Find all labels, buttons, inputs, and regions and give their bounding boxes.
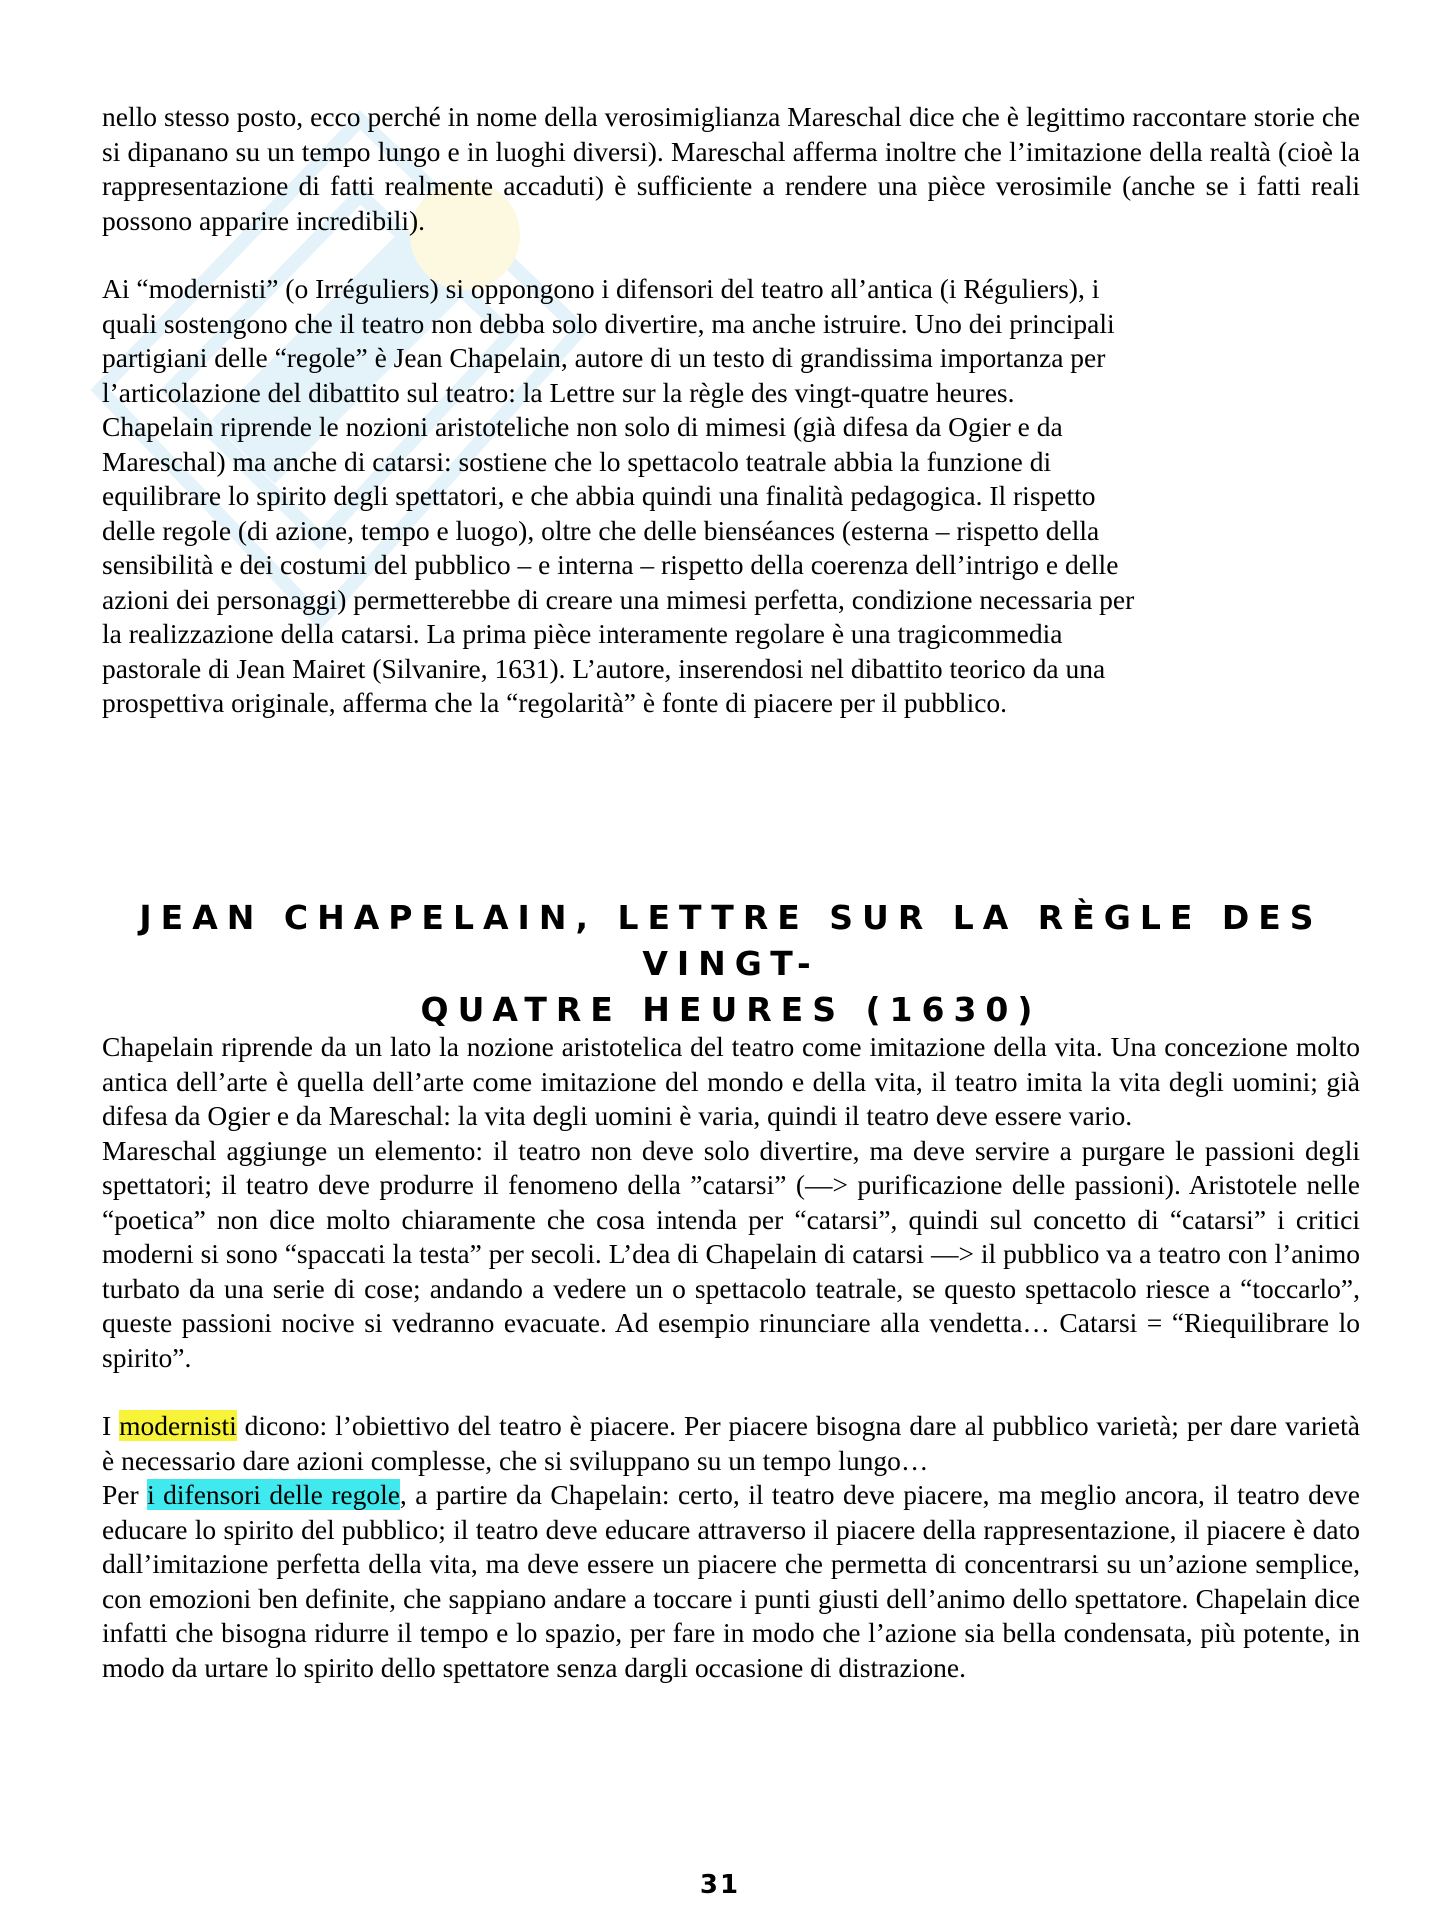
text-line: prospettiva originale, afferma che la “regolarità” è fonte di piacere per il pubblico. (102, 687, 1008, 718)
text-line: azioni dei personaggi) permetterebbe di creare una mimesi perfetta, condizione necessaria per (102, 583, 1135, 615)
section-heading-line-1: JEAN CHAPELAIN, LETTRE SUR LA RÈGLE DES VINGT- (139, 898, 1323, 983)
section-body (102, 1030, 1360, 1685)
text-line: quali sostengono che il teatro non debba solo divertire, ma anche istruire. Uno dei principali (102, 307, 1115, 339)
text-line: partigiani delle “regole” è Jean Chapelain, autore di un testo di grandissima importanza per (102, 342, 1106, 373)
section-heading (102, 895, 1360, 1033)
section-paragraph-1: Chapelain riprende da un lato la nozione aristotelica del teatro come imitazione della vita. Una concezione molto antica dell’arte è quella dell’arte come imitazione del mondo e della vita, il teatro imita la vita degli uomini; già difesa da Ogier e da Mareschal: la vita degli uomini è varia, quindi il teatro deve essere vario. (102, 1031, 1360, 1131)
text-line: sensibilità e dei costumi del pubblico – e interna – rispetto della coerenza dell’intrigo e delle (102, 549, 1119, 580)
text-line: Ai “modernisti” (o Irréguliers) si oppongono i difensori del teatro all’antica (i Réguliers), i (102, 273, 1100, 304)
section-paragraph-4 (102, 1478, 1360, 1685)
text-line: l’articolazione del dibattito sul teatro: la Lettre sur la règle des vingt-quatre heures. (102, 376, 1015, 408)
text-line: la realizzazione della catarsi. La prima pièce interamente regolare è una tragicommedia (102, 618, 1063, 649)
text-span: , a partire da Chapelain: certo, il teatro deve piacere, ma meglio ancora, il teatro deve educare lo spirito del pubblico; il teatro deve educare attraverso il piacere della rappresentazione, il piacere è dato dall’imitazione perfetta della vita, ma deve essere un piacere che permetta di concentrarsi su un’azione semplice, con emozioni ben definite, che sappiano andare a toccare i punti giusti dell’animo dello spettatore. Chapelain dice infatti che bisogna ridurre il tempo e lo spazio, per fare in modo che l’azione sia bella condensata, più potente, in modo da urtare lo spirito dello spettatore senza dargli occasione di distrazione. (102, 1479, 1361, 1683)
highlight-difensori: i difensori delle regole (147, 1479, 400, 1510)
text-line: delle regole (di azione, tempo e luogo), oltre che delle bienséances (esterna – rispetto della (102, 514, 1100, 546)
section-heading-line-2: QUATRE HEURES (1630) (420, 990, 1042, 1029)
text-line: Mareschal) ma anche di catarsi: sostiene che lo spettacolo teatrale abbia la funzione di (102, 445, 1052, 477)
page-body (102, 100, 1360, 721)
text-span: I (102, 1410, 120, 1441)
section-paragraph-2: Mareschal aggiunge un elemento: il teatro non deve solo divertire, ma deve servire a purgare le passioni degli spettatori; il teatro deve produrre il fenomeno della ”catarsi” (—> purificazione delle passioni). Aristotele nelle “poetica” non dice molto chiaramente che cosa intenda per “catarsi”, quindi sul concetto di “catarsi” i critici moderni si sono “spaccati la testa” per secoli. L’dea di Chapelain di catarsi —> il pubblico va a teatro con l’animo turbato da una serie di cose; andando a vedere un o spettacolo teatrale, se questo spettacolo riesce a “toccarlo”, queste passioni nocive si vedranno evacuate. Ad esempio rinunciare alla vendetta… Catarsi = “Riequilibrare lo spirito”. (102, 1134, 1360, 1373)
text-line: pastorale di Jean Mairet (Silvanire, 1631). L’autore, inserendosi nel dibattito teorico da una (102, 652, 1106, 684)
text-span: dicono: l’obiettivo del teatro è piacere. Per piacere bisogna dare al pubblico varietà; per dare varietà è necessario dare azioni complesse, che si sviluppano su un tempo lungo… (102, 1410, 1360, 1476)
page-number: 31 (699, 1870, 741, 1900)
section-paragraph-3 (102, 1409, 1360, 1478)
intro-paragraph-1: nello stesso posto, ecco perché in nome della verosimiglianza Mareschal dice che è legittimo raccontare storie che si dipanano su un tempo lungo e in luoghi diversi). Mareschal afferma inoltre che l’imitazione della realtà (cioè la rappresentazione di fatti realmente accaduti) è sufficiente a rendere una pièce verosimile (anche se i fatti reali possono apparire incredibili). (102, 101, 1360, 236)
text-line: Chapelain riprende le nozioni aristoteliche non solo di mimesi (già difesa da Ogier e da (102, 411, 1063, 442)
highlight-modernisti: modernisti (119, 1410, 237, 1441)
text-line: equilibrare lo spirito degli spettatori, e che abbia quindi una finalità pedagogica. Il rispetto (102, 480, 1096, 511)
text-span: Per (102, 1479, 148, 1510)
intro-paragraph-2 (102, 272, 1252, 721)
